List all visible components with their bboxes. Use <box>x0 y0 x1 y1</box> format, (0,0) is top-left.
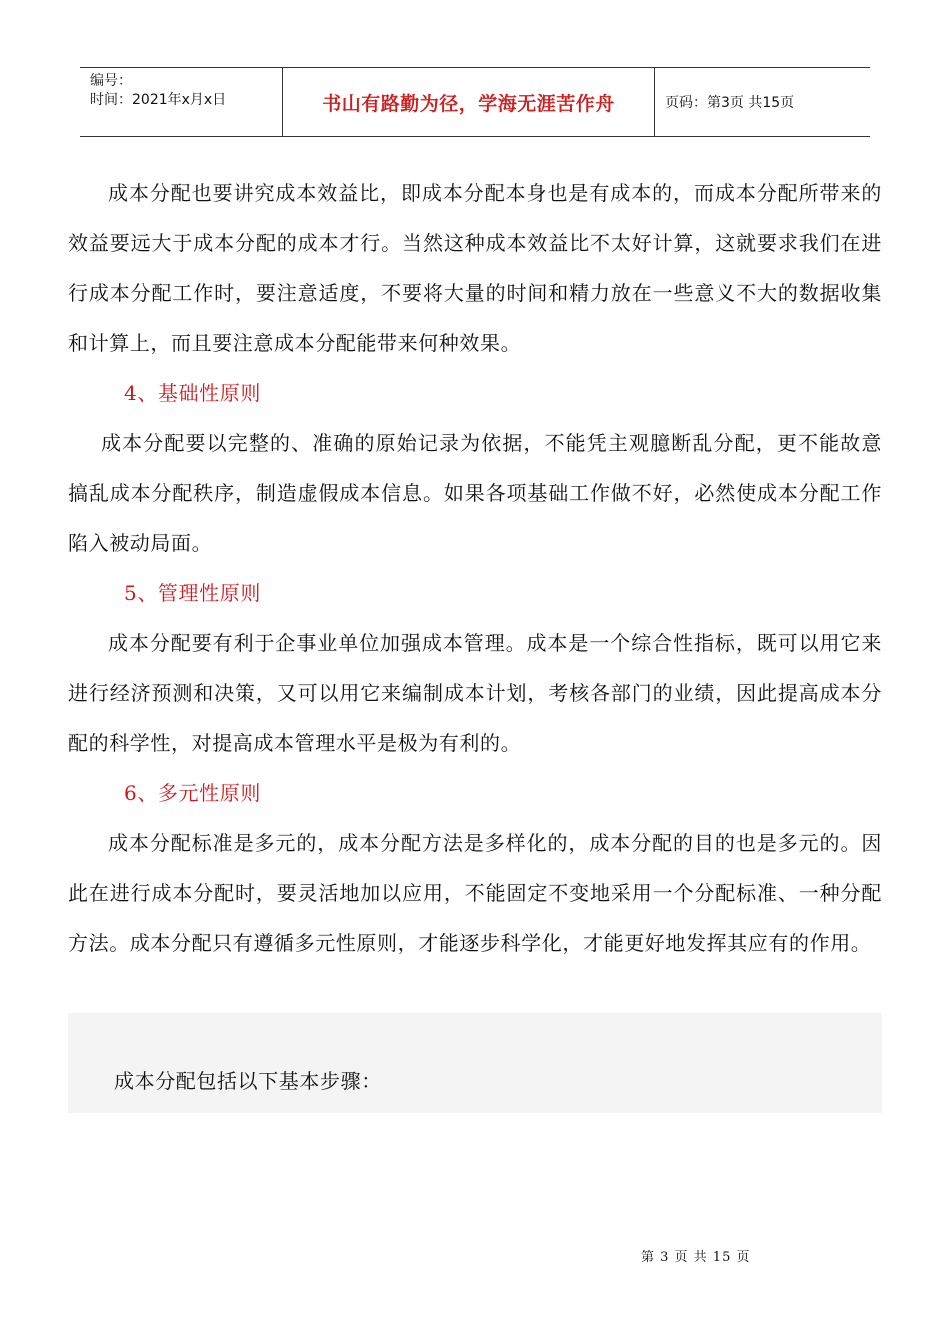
page-header <box>80 67 870 137</box>
section-heading-4: 4、基础性原则 <box>124 381 261 405</box>
header-motto: 书山有路勤为径，学海无涯苦作舟 <box>282 68 655 136</box>
steps-intro-text: 成本分配包括以下基本步骤： <box>114 1069 382 1093</box>
doc-number-label: 编号： <box>90 73 132 89</box>
section-heading-6: 6、多元性原则 <box>124 781 261 805</box>
paragraph-foundation: 成本分配要以完整的、准确的原始记录为依据，不能凭主观臆断乱分配，更不能故意搞乱成本分配秩序，制造虚假成本信息。如果各项基础工作做不好，必然使成本分配工作陷入被动局面。 <box>68 431 882 555</box>
paragraph-cost-benefit: 成本分配也要讲究成本效益比，即成本分配本身也是有成本的，而成本分配所带来的效益要远大于成本分配的成本才行。当然这种成本效益比不太好计算，这就要求我们在进行成本分配工作时，要注意适度，不要将大量的时间和精力放在一些意义不大的数据收集和计算上，而且要注意成本分配能带来何种效果。 <box>68 181 882 355</box>
steps-intro-box <box>68 1013 882 1113</box>
header-page-info: 页码：第3页 共15页 <box>665 95 795 111</box>
paragraph-diversity: 成本分配标准是多元的，成本分配方法是多样化的，成本分配的目的也是多元的。因此在进行成本分配时，要灵活地加以应用，不能固定不变地采用一个分配标准、一种分配方法。成本分配只有遵循多元性原则，才能逐步科学化，才能更好地发挥其应有的作用。 <box>68 831 882 955</box>
header-meta <box>80 68 282 136</box>
footer-page-number: 第 3 页 共 15 页 <box>641 1250 751 1265</box>
section-heading-5: 5、管理性原则 <box>124 581 261 605</box>
doc-time-label: 时间：2021年x月x日 <box>90 92 227 108</box>
document-body <box>68 168 882 968</box>
paragraph-management: 成本分配要有利于企事业单位加强成本管理。成本是一个综合性指标，既可以用它来进行经济预测和决策，又可以用它来编制成本计划，考核各部门的业绩，因此提高成本分配的科学性，对提高成本管理水平是极为有利的。 <box>68 631 882 755</box>
